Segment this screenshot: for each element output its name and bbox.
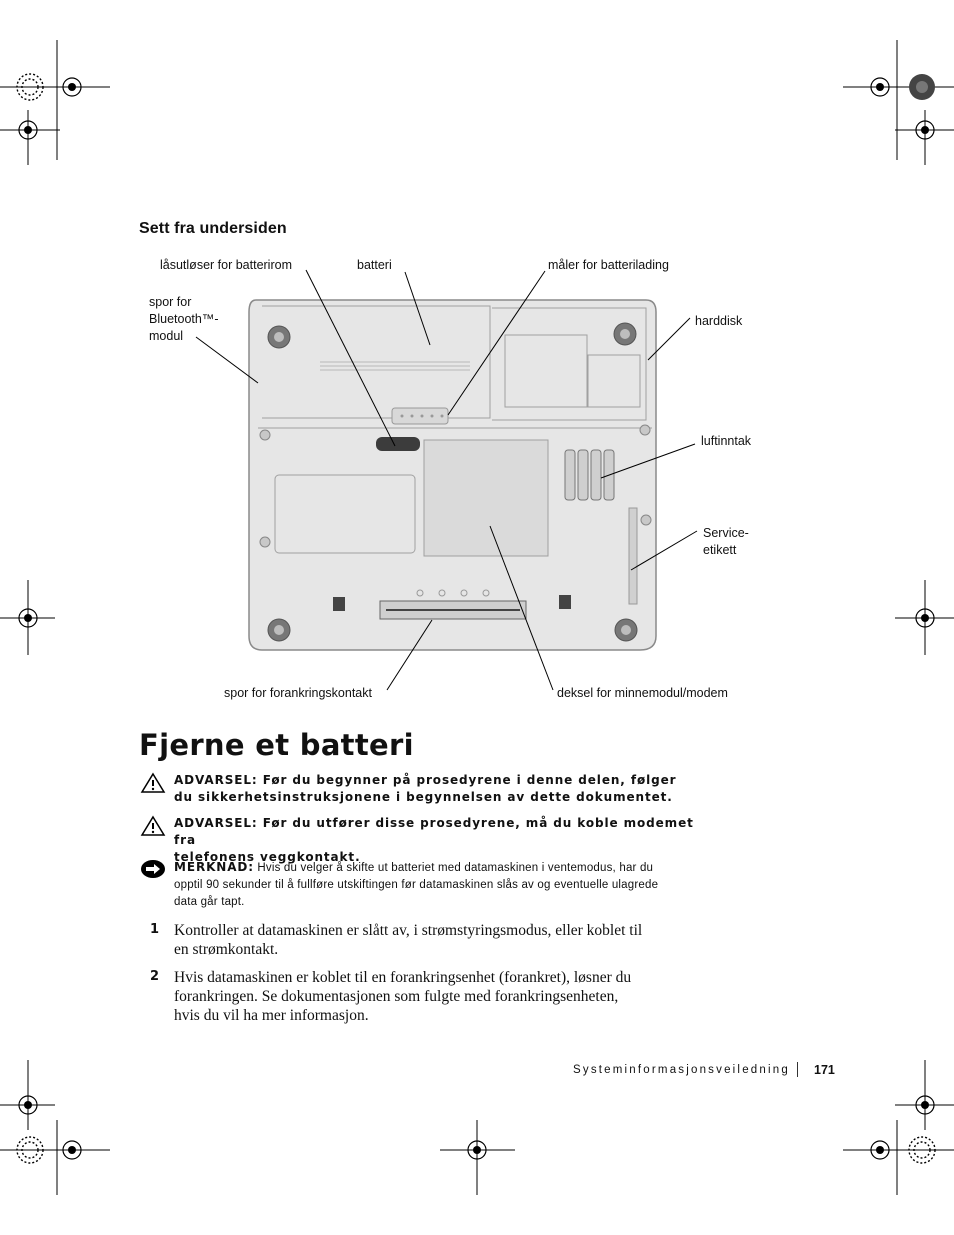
page-heading: Fjerne et batteri	[139, 728, 414, 762]
callout-line: Service-	[703, 526, 749, 540]
step-line: en strømkontakt.	[174, 941, 279, 958]
warning-line: ADVARSEL: Før du begynner på prosedyrene i denne delen, følger	[174, 773, 677, 787]
step-item	[150, 968, 670, 1026]
step-text	[174, 921, 670, 959]
note-label: MERKNAD:	[174, 860, 254, 874]
callout-air-intake: luftinntak	[701, 434, 752, 448]
note-line: data går tapt.	[174, 896, 245, 908]
step-line: hvis du vil ha mer informasjon.	[174, 1007, 369, 1024]
callout-service-tag	[703, 525, 749, 559]
warning-triangle-icon	[140, 815, 166, 837]
callout-battery: batteri	[357, 258, 392, 272]
step-text	[174, 968, 670, 1025]
step-line: Hvis datamaskinen er koblet til en forankringsenhet (forankret), løsner du	[174, 969, 632, 986]
warning-notice	[140, 815, 720, 864]
footer-document-title: Systeminformasjonsveiledning	[573, 1064, 790, 1076]
callout-line: etikett	[703, 543, 737, 557]
warning-line: telefonens veggkontakt.	[174, 850, 361, 864]
note-line: Hvis du velger å skifte ut batteriet med datamaskinen i ventemodus, har du	[257, 862, 654, 874]
footer-divider	[797, 1062, 798, 1077]
step-line: Kontroller at datamaskinen er slått av, i strømstyringsmodus, eller koblet til	[174, 922, 643, 939]
warning-text	[174, 772, 719, 806]
step-line: forankringen. Se dokumentasjonen som fulgte med forankringsenheten,	[174, 988, 619, 1005]
callout-hard-drive: harddisk	[695, 314, 743, 328]
callout-line: Bluetooth™-	[149, 312, 219, 326]
note-text	[174, 859, 719, 911]
warning-triangle-icon	[140, 772, 166, 794]
callout-memory-cover: deksel for minnemodul/modem	[557, 686, 728, 700]
step-item	[150, 921, 670, 961]
warning-line: du sikkerhetsinstruksjonene i begynnelsen av dette dokumentet.	[174, 790, 673, 804]
page-number: 171	[814, 1063, 835, 1077]
step-number: 1	[150, 922, 160, 937]
warning-line: ADVARSEL: Før du utfører disse prosedyrene, må du koble modemet fra	[174, 816, 694, 847]
callout-line: modul	[149, 329, 184, 343]
section-subheading: Sett fra undersiden	[139, 220, 287, 237]
callout-bluetooth-slot	[149, 294, 218, 345]
callout-charge-gauge: måler for batterilading	[548, 258, 669, 272]
note-line: opptil 90 sekunder til å fullføre utskiftingen før datamaskinen slås av og eventuelle ulagrede	[174, 879, 659, 891]
notice-arrow-icon	[140, 859, 166, 881]
note-notice	[140, 859, 720, 913]
callout-docking-connector: spor for forankringskontakt	[224, 686, 372, 700]
warning-notice	[140, 772, 720, 808]
step-number: 2	[150, 969, 160, 984]
callout-battery-release-latch: låsutløser for batterirom	[160, 258, 292, 272]
callout-line: spor for	[149, 295, 192, 309]
